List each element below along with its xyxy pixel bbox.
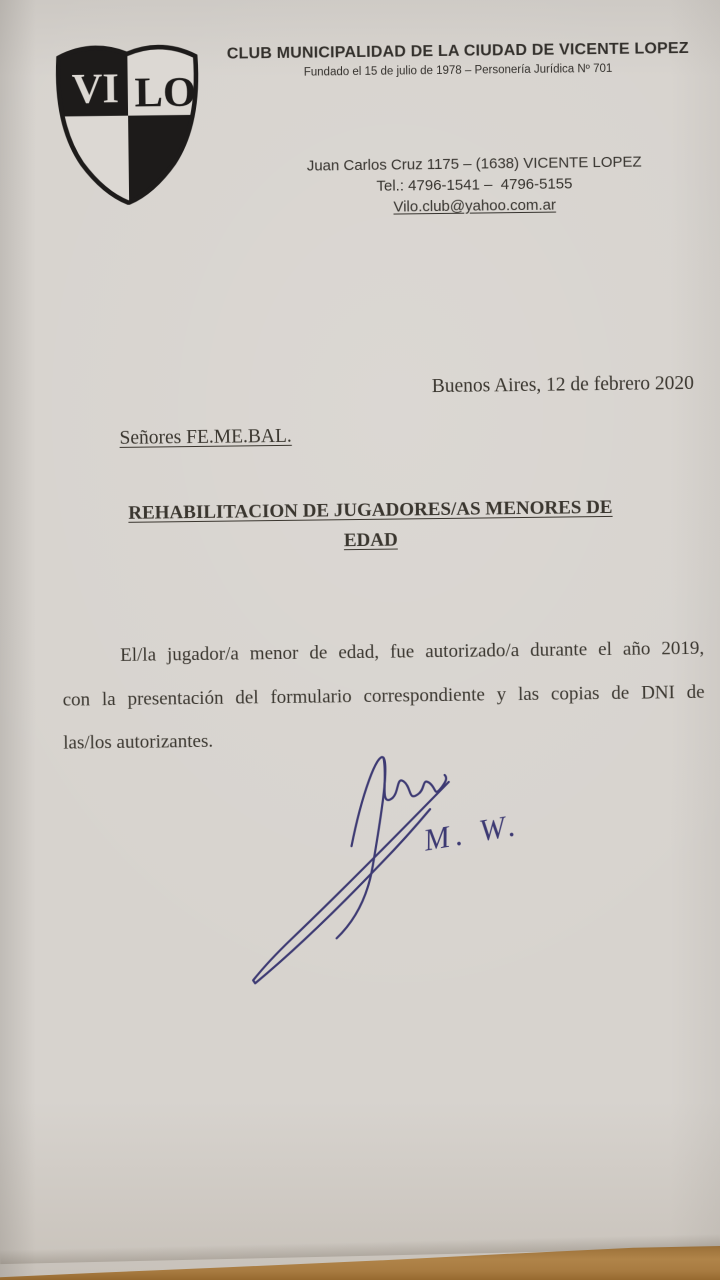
recipient-text: Señores FE.ME.BAL.	[119, 425, 292, 449]
signature-flourish-stroke	[251, 782, 451, 983]
letterhead-text	[203, 40, 713, 80]
subject-line-1: REHABILITACION DE JUGADORES/AS MENORES DE	[128, 496, 613, 524]
body-line: las/los autorizantes.	[63, 730, 214, 754]
email-address: Vilo.club@yahoo.com.ar	[393, 196, 557, 216]
date-line: Buenos Aires, 12 de febrero 2020	[431, 372, 695, 398]
club-name: CLUB MUNICIPALIDAD DE LA CIUDAD DE VICENTE LOPEZ	[226, 39, 689, 63]
vilo-shield-icon	[53, 44, 203, 206]
subject-line-2: EDAD	[343, 529, 398, 552]
signature-main-stroke	[334, 757, 387, 938]
signature-scrawl-icon	[229, 739, 592, 1003]
body-line: con la presentación del formulario correspondiente y las copias de DNI de	[62, 681, 705, 711]
body-line: El/la jugador/a menor de edad, fue autorizado/a durante el año 2019,	[120, 637, 705, 666]
letterhead	[49, 36, 713, 117]
signature-initials: M. W.	[421, 806, 523, 858]
address-block	[234, 151, 715, 220]
recipient-line	[119, 426, 292, 450]
subject-title	[42, 492, 699, 560]
logo-monogram-vi: VI	[71, 65, 120, 114]
street-address: Juan Carlos Cruz 1175 – (1638) VICENTE LOPEZ	[306, 153, 642, 175]
logo-monogram-lo: LO	[134, 68, 197, 117]
phone-numbers: Tel.: 4796-1541 – 4796-5155	[376, 175, 573, 195]
founded-line: Fundado el 15 de julio de 1978 – Personería Jurídica Nº 701	[303, 62, 613, 79]
